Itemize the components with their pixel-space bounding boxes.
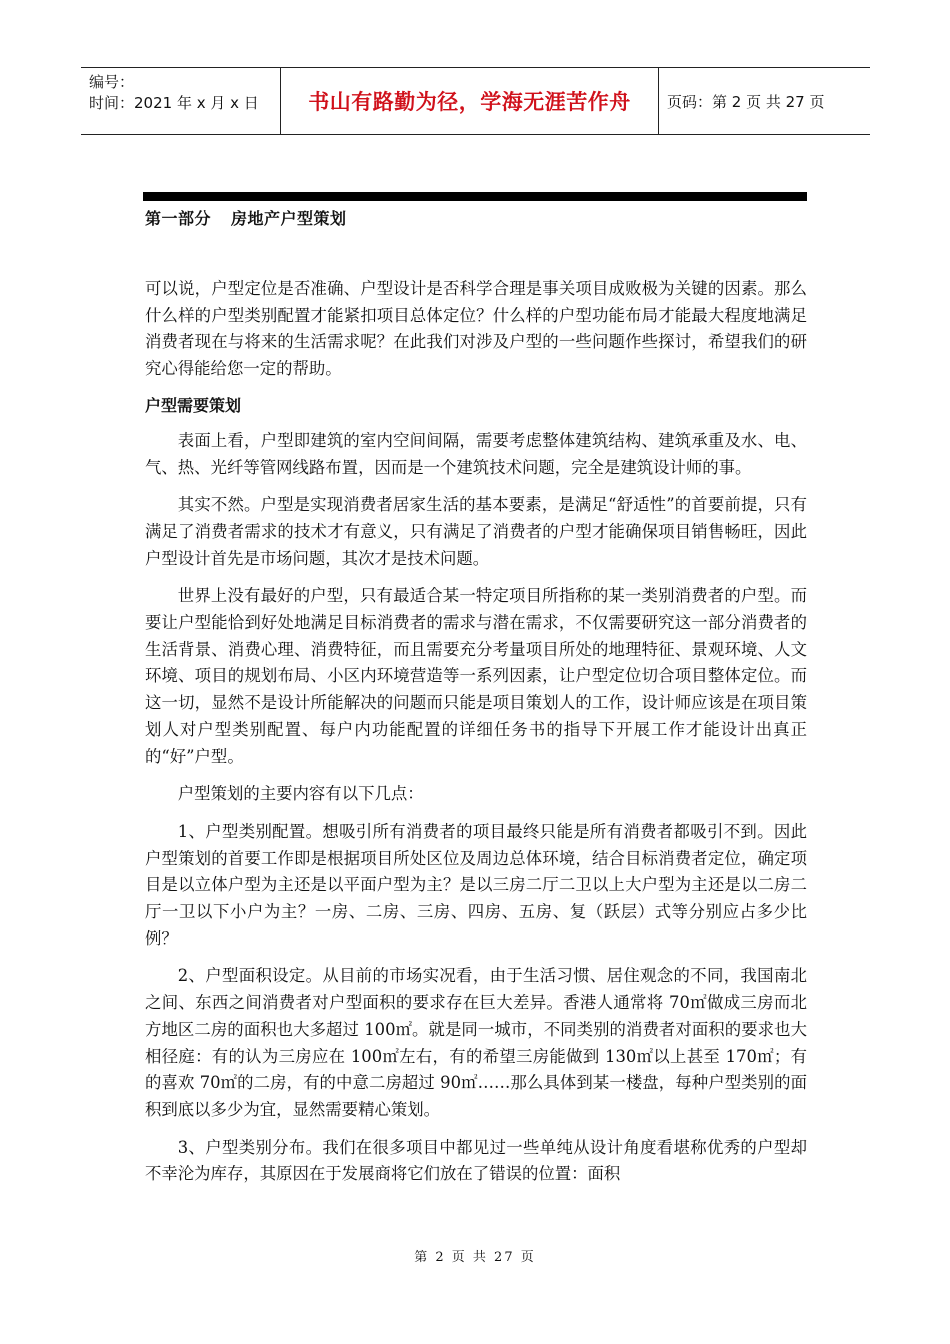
body-paragraph: 3、户型类别分布。我们在很多项目中都见过一些单纯从设计角度看堪称优秀的户型却不幸沦为库存，其原因在于发展商将它们放在了错误的位置：面积	[145, 1137, 807, 1184]
body-paragraph: 户型策划的主要内容有以下几点：	[177, 784, 424, 804]
body-paragraph: 表面上看，户型即建筑的室内空间间隔，需要考虑整体建筑结构、建筑承重及水、电、气、热、光纤等管网线路布置，因而是一个建筑技术问题，完全是建筑设计师的事。	[145, 430, 807, 477]
part-title-text: 房地产户型策划	[231, 209, 347, 228]
header-meta	[81, 68, 281, 134]
page-footer: 第 2 页 共 27 页	[414, 1250, 536, 1265]
intro-paragraph: 可以说，户型定位是否准确、户型设计是否科学合理是事关项目成败极为关键的因素。那么什么样的户型类别配置才能紧扣项目总体定位？什么样的户型功能布局才能最大程度地满足消费者现在与将来的生活需求呢？在此我们对涉及户型的一些问题作些探讨，希望我们的研究心得能给您一定的帮助。	[145, 279, 807, 379]
document-body	[145, 276, 807, 1199]
body-paragraph: 其实不然。户型是实现消费者居家生活的基本要素，是满足“舒适性”的首要前提，只有满足了消费者需求的技术才有意义，只有满足了消费者的户型才能确保项目销售畅旺，因此户型设计首先是市场问题，其次才是技术问题。	[145, 495, 807, 568]
header-page-info: 页码：第 2 页 共 27 页	[667, 92, 825, 111]
page-header	[81, 67, 870, 135]
body-paragraph: 世界上没有最好的户型，只有最适合某一特定项目所指称的某一类别消费者的户型。而要让户型能恰到好处地满足目标消费者的需求与潜在需求，不仅需要研究这一部分消费者的生活背景、消费心理、消费特征，而且需要充分考量项目所处的地理特征、景观环境、人文环境、项目的规划布局、小区内环境营造等一系列因素，让户型定位切合项目整体定位。而这一切，显然不是设计所能解决的问题而只能是项目策划人的工作，设计师应该是在项目策划人对户型类别配置、每户内功能配置的详细任务书的指导下开展工作才能设计出真正的“好”户型。	[145, 586, 807, 766]
section-heading: 户型需要策划	[145, 395, 242, 415]
part-title	[145, 206, 347, 229]
header-code-label: 编号：	[89, 73, 135, 91]
header-motto: 书山有路勤为径，学海无涯苦作舟	[281, 68, 659, 134]
header-time-label: 时间：2021 年 x 月 x 日	[89, 94, 259, 112]
part-number: 第一部分	[145, 209, 212, 228]
body-paragraph: 2、户型面积设定。从目前的市场实况看，由于生活习惯、居住观念的不同，我国南北之间、东西之间消费者对户型面积的要求存在巨大差异。香港人通常将 70㎡做成三房而北方地区二房的面积也大多超过 100㎡。就是同一城市，不同类别的消费者对面积的要求也大相径庭：有的认为三房应在 100㎡左右，有的希望三房能做到 130㎡以上甚至 170㎡；有的喜欢 70㎡的二房，有的中意二房超过 90㎡……那么具体到某一楼盘，每种户型类别的面积到底以多少为宜，显然需要精心策划。	[145, 966, 807, 1119]
section-divider	[143, 192, 807, 201]
body-paragraph: 1、户型类别配置。想吸引所有消费者的项目最终只能是所有消费者都吸引不到。因此户型策划的首要工作即是根据项目所处区位及周边总体环境，结合目标消费者定位，确定项目是以立体户型为主还是以平面户型为主？是以三房二厅二卫以上大户型为主还是以二房二厅一卫以下小户为主？一房、二房、三房、四房、五房、复（跃层）式等分别应占多少比例？	[145, 821, 807, 948]
